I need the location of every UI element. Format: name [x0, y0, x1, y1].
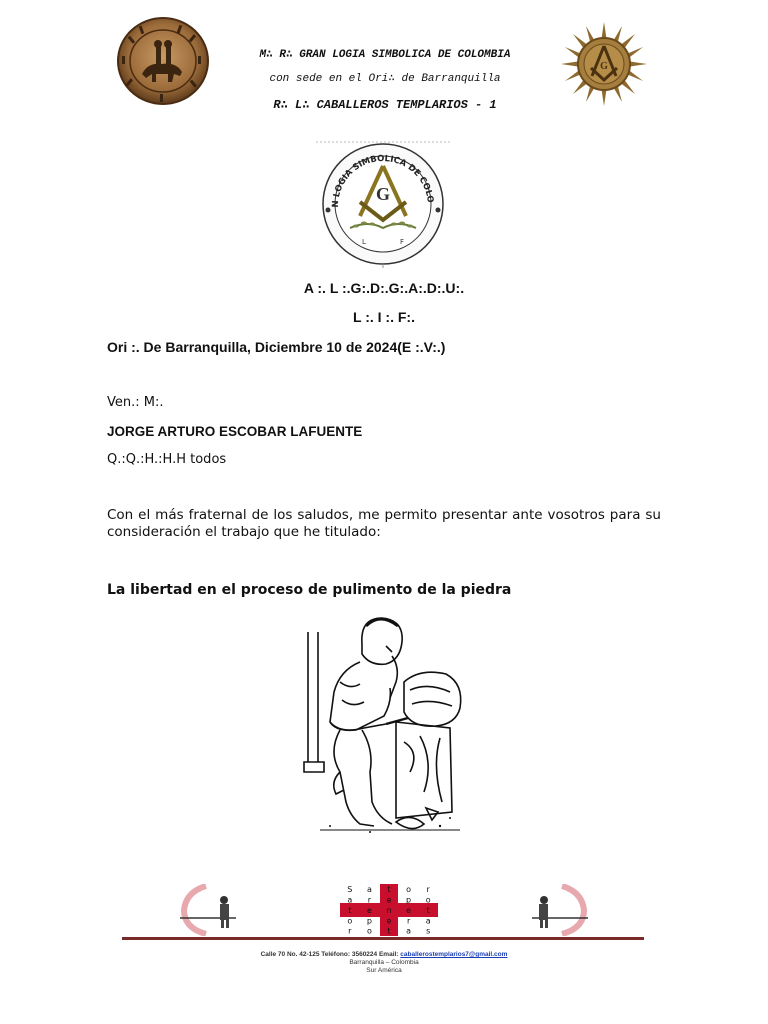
sator-letter: e	[406, 905, 412, 915]
sator-letter: e	[386, 895, 392, 905]
sator-letter: a	[425, 916, 431, 926]
sator-letter: o	[347, 916, 353, 926]
sator-letter: n	[386, 905, 392, 915]
emblem-center-letter: G	[375, 184, 391, 204]
sator-letter: t	[387, 926, 391, 936]
footer-right-knight-icon	[522, 884, 592, 936]
sator-letter: s	[426, 926, 431, 936]
sator-letter: r	[367, 895, 372, 905]
square-compass-emblem	[561, 22, 647, 106]
footer-left-knight-icon	[176, 884, 246, 936]
header-chapter: R∴ L∴ CABALLEROS TEMPLARIOS - 1	[273, 98, 497, 112]
emblem-letter-left: L	[362, 238, 366, 246]
footer-city: Barranquilla – Colombia	[349, 959, 419, 966]
sator-letter: a	[347, 895, 353, 905]
sator-letter: o	[366, 926, 372, 936]
emblem-ring-text: N LOGIA SIMBOLICA DE COLO	[330, 153, 435, 208]
sator-letter: o	[425, 895, 431, 905]
footer-email-link[interactable]: caballerostemplarios7@gmail.com	[400, 951, 508, 958]
footer-address-line	[0, 951, 768, 959]
sator-letter: t	[348, 905, 352, 915]
stone-carver-illustration	[300, 612, 468, 838]
footer-divider	[122, 937, 644, 940]
sator-letter: p	[406, 895, 412, 905]
footer-address: Calle 70 No. 42-125 Teléfono: 3560224 Email:	[260, 951, 399, 958]
invocation-line-1: A :. L :.G:.D:.G:.A:.D:.U:.	[303, 280, 465, 296]
footer-continent: Sur América	[366, 967, 402, 974]
addressee-title: Ven.: M:.	[107, 395, 164, 410]
grand-lodge-emblem	[316, 140, 450, 268]
templar-seal-logo	[116, 16, 210, 106]
sator-letter: e	[386, 916, 392, 926]
sator-letter: r	[426, 885, 430, 895]
sator-letter: r	[348, 926, 352, 936]
addressee-name: JORGE ARTURO ESCOBAR LAFUENTE	[107, 424, 363, 439]
sator-letter: a	[406, 926, 412, 936]
sator-letter: o	[406, 885, 412, 895]
sator-letter: e	[366, 905, 372, 915]
sator-square-cross	[340, 884, 438, 936]
sator-letter: a	[366, 885, 372, 895]
body-paragraph: Con el más fraternal de los saludos, me permito presentar ante vosotros para su consideración el trabajo que he titulado:	[107, 507, 661, 540]
sator-letter: p	[366, 916, 372, 926]
svg-text:G: G	[600, 61, 608, 72]
sator-letter: t	[387, 885, 391, 895]
sator-letter: t	[426, 905, 430, 915]
emblem-letter-right: F	[400, 238, 405, 246]
work-title: La libertad en el proceso de pulimento de la piedra	[107, 582, 512, 598]
header-seat: con sede en el Ori∴ de Barranquilla	[269, 73, 501, 85]
date-line: Ori :. De Barranquilla, Diciembre 10 de 2024(E :.V:.)	[107, 339, 446, 355]
sator-letter: S	[347, 885, 353, 895]
header-lodge-name: M∴ R∴ GRAN LOGIA SIMBOLICA DE COLOMBIA	[259, 49, 511, 61]
sator-letter: r	[406, 916, 411, 926]
greeting-line: Q.:Q.:H.:H.H todos	[107, 452, 227, 467]
invocation-line-2: L :. I :. F:.	[353, 309, 415, 325]
